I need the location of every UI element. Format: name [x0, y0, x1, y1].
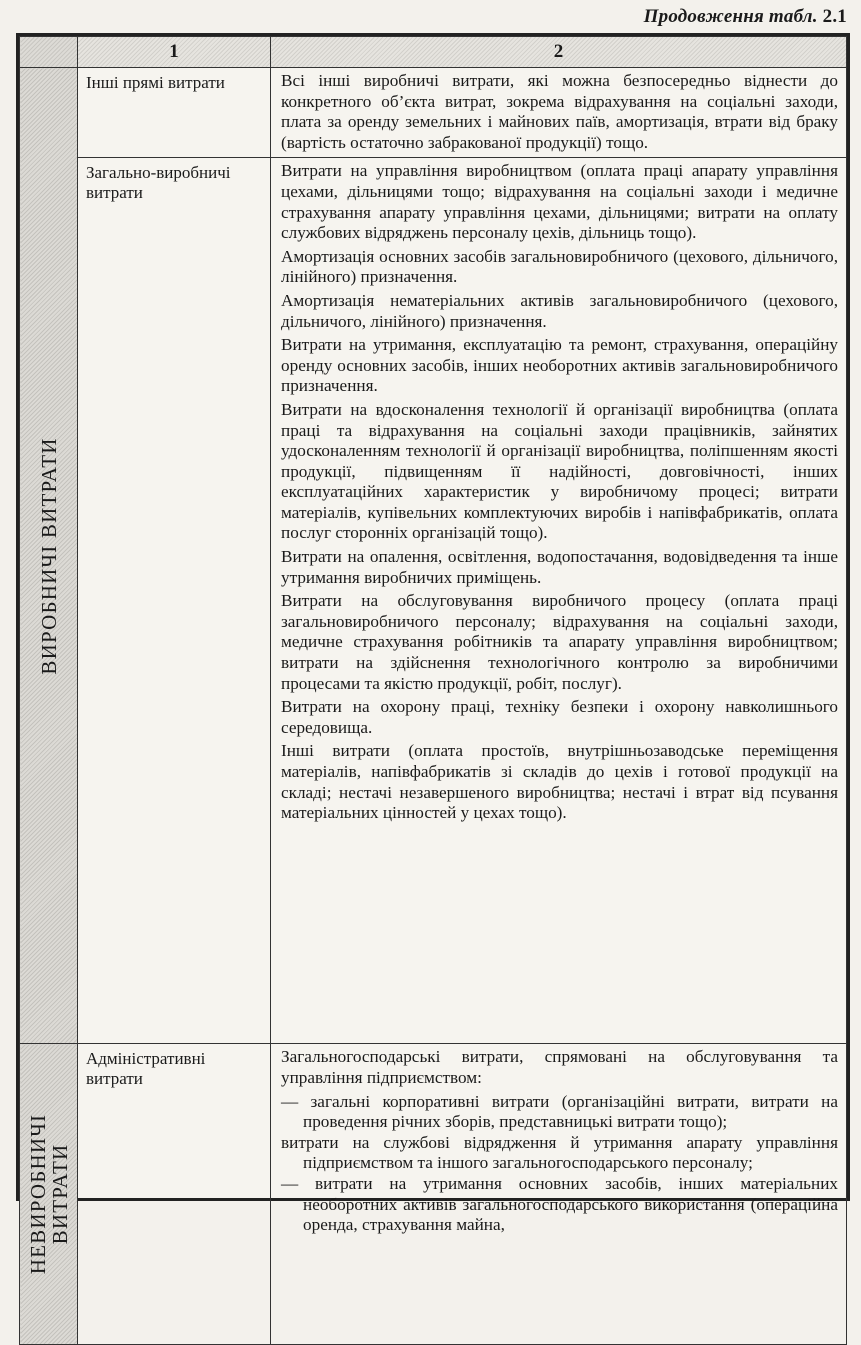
cost-item-name: Адміністративні витрати — [78, 1044, 271, 1345]
description-paragraph: Амортизація нематеріальних активів загальновиробничого (цехового, дільничого, лінійного) призначення. — [281, 290, 838, 331]
cost-item-description — [271, 68, 847, 158]
description-paragraph: Інші витрати (оплата простоїв, внутрішньозаводське переміщення матеріалів, напівфабрикатів зі складів до цехів і готової продукції на складі; нестачі незавершеного виробництва; нестачі і втрат від псування матеріальних цінностей у цехах тощо). — [281, 741, 838, 823]
group-label-nonproduction — [27, 1114, 71, 1275]
description-bullet: — загальні корпоративні витрати (організаційні витрати, витрати на проведення річних зборів, представницькі витрати тощо); — [281, 1091, 838, 1132]
cost-item-description — [271, 1044, 847, 1345]
caption-prefix: Продовження табл. — [643, 6, 823, 27]
table-row — [20, 68, 847, 158]
header-col-1: 1 — [78, 37, 271, 68]
costs-table — [19, 36, 847, 1345]
header-row — [20, 37, 847, 68]
cost-item-name: Інші прямі витрати — [78, 68, 271, 158]
table-continuation-caption — [644, 6, 847, 28]
description-paragraph: Витрати на вдосконалення технології й організації виробництва (оплата праці та відрахування на соціальні заходи працівників, зайнятих удосконаленням технології й організації виробництва, поліпшенням якості продукції, підвищенням її надійності, довговічності, інших експлуатаційних характеристик у виробничому процесі; витрати матеріалів, купівельних комплектуючих виробів і напівфабрикатів, оплата послуг сторонніх організацій тощо). — [281, 399, 838, 543]
description-paragraph: Всі інші виробничі витрати, які можна безпосередньо віднести до конкретного об’єкта витрат, зокрема відрахування на соціальні заходи, плата за оренду земельних і майнових паїв, амортизація, втрати від браку (вартість остаточно забракованої продукції) тощо. — [281, 71, 838, 152]
header-corner-cell — [20, 37, 78, 68]
description-paragraph: Амортизація основних засобів загальновиробничого (цехового, дільничого, лінійного) призначення. — [281, 246, 838, 287]
costs-table-frame — [16, 33, 850, 1275]
description-bullet: — витрати на утримання основних засобів, інших матеріальних необоротних активів загальногосподарського використання (операційна оренда, страхування майна, — [281, 1173, 838, 1235]
group-label-cell-production — [20, 68, 78, 1044]
cost-item-description — [271, 158, 847, 1044]
description-bullet: витрати на службові відрядження й утримання апарату управління підприємством та іншого загальногосподарського персоналу; — [281, 1132, 838, 1173]
table-row — [20, 1044, 847, 1345]
description-paragraph: Витрати на управління виробництвом (оплата праці апарату управління цехами, дільницями тощо; відрахування на соціальні заходи і медичне страхування апарату управління цехами, дільницями; витрати на оплату службових відряджень персоналу цехів, дільниць тощо). — [281, 161, 838, 243]
group-label-production: ВИРОБНИЧІ ВИТРАТИ — [36, 437, 61, 675]
cost-item-name: Загально-виробничі витрати — [78, 158, 271, 1044]
description-paragraph: Витрати на охорону праці, техніку безпеки і охорону навколишнього середовища. — [281, 697, 838, 737]
table-row — [20, 158, 847, 1044]
description-paragraph: Витрати на обслуговування виробничого процесу (оплата праці загальновиробничого персоналу; відрахування на соціальні заходи, медичне страхування робітників та апарату управління виробництвом; витрати на здійснення технологічного контролю за виробничими процесами та якістю продукції, робіт, послуг). — [281, 591, 838, 693]
description-paragraph: Витрати на опалення, освітлення, водопостачання, водовідведення та інше утримання виробничих приміщень. — [281, 547, 838, 587]
caption-table-number: 2.1 — [822, 6, 847, 27]
group-label-line-2: ВИТРАТИ — [47, 1144, 72, 1245]
description-intro: Загальногосподарські витрати, спрямовані на обслуговування та управління підприємством: — [281, 1047, 838, 1087]
description-paragraph: Витрати на утримання, експлуатацію та ремонт, страхування, операційну оренду основних засобів, інших необоротних активів загальновиробничого призначення. — [281, 335, 838, 396]
header-col-2: 2 — [271, 37, 847, 68]
group-label-line-1: НЕВИРОБНИЧІ — [25, 1114, 50, 1275]
group-label-cell-nonproduction — [20, 1044, 78, 1345]
